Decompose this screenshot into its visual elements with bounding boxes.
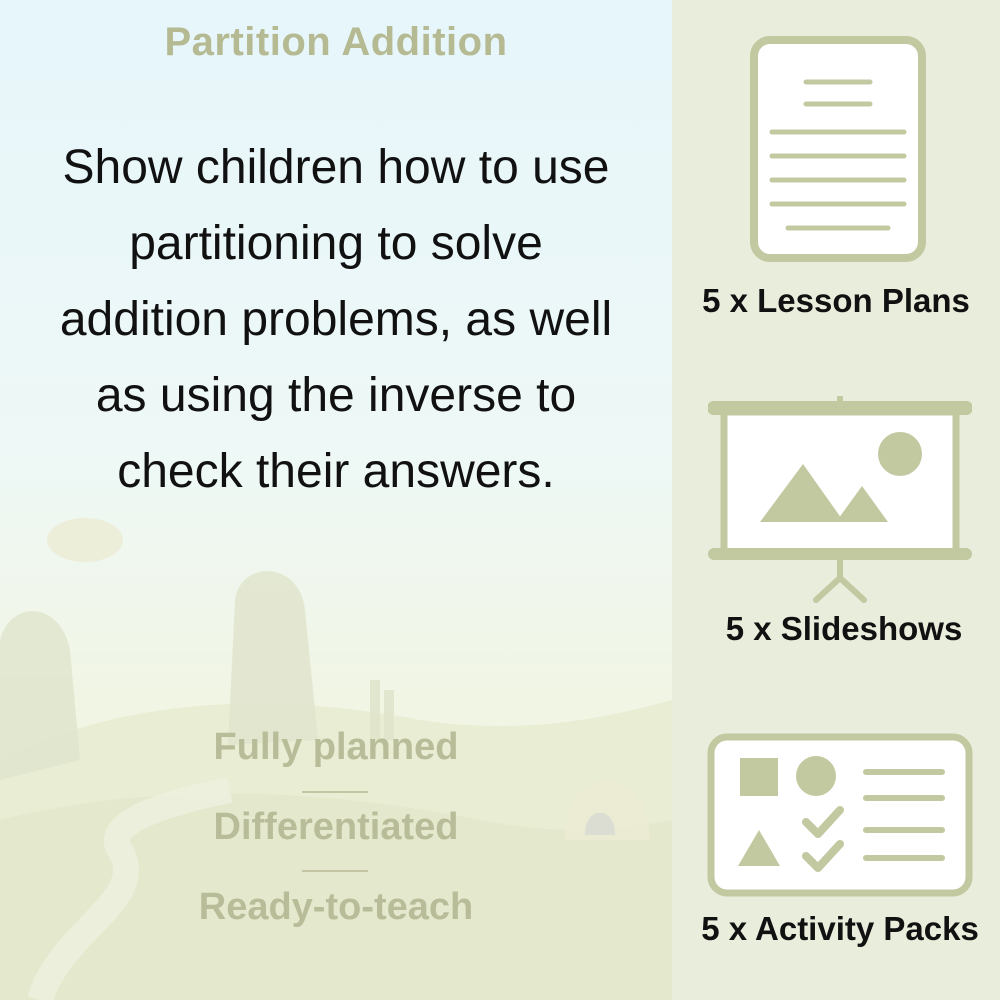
page-title: Partition Addition (164, 20, 508, 64)
feature-fully-planned: Fully planned (213, 726, 459, 768)
presentation-screen-icon (708, 392, 972, 610)
feature-differentiated: Differentiated (213, 806, 459, 848)
feature-ready-to-teach: Ready-to-teach (198, 886, 474, 928)
feature-divider (302, 791, 368, 793)
resource-label-lesson-plans: 5 x Lesson Plans (702, 282, 970, 319)
description-text: Show children how to use partitioning to solve addition problems, as well as using the inverse to check their answers. (59, 141, 613, 498)
activity-pack-icon (706, 732, 974, 898)
resource-label-activity-packs: 5 x Activity Packs (701, 910, 979, 947)
document-icon (748, 34, 928, 264)
resource-label-slideshows: 5 x Slideshows (725, 610, 963, 647)
feature-divider (302, 870, 368, 872)
resources-panel (672, 0, 1000, 1000)
